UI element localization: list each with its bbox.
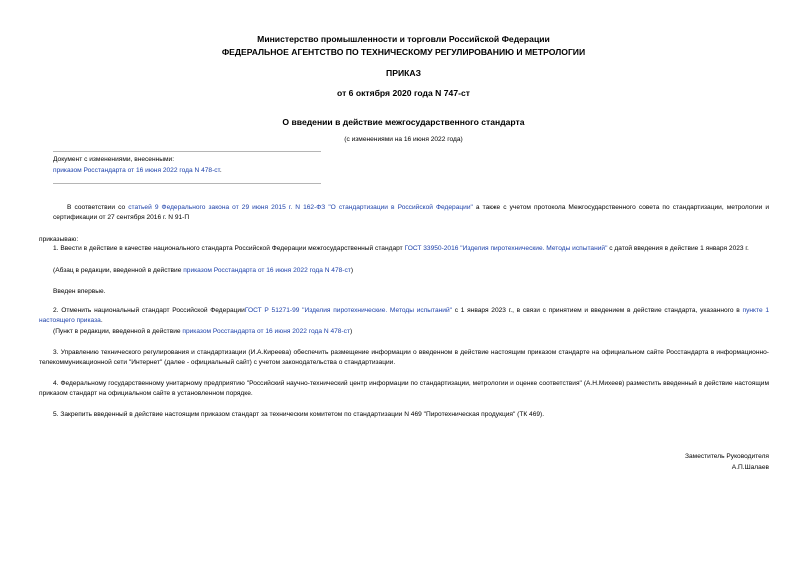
- doc-type-heading: ПРИКАЗ: [386, 68, 421, 78]
- item-2-text-2: с 1 января 2023 г., в связи с принятием и введением в действие стандарта, указанного в: [451, 307, 743, 314]
- date-number-heading: от 6 октября 2020 года N 747-ст: [337, 88, 470, 98]
- changes-box-intro: Документ с изменениями, внесенными:: [53, 156, 175, 163]
- changes-box-end: .: [219, 167, 222, 174]
- preamble-paragraph: [53, 203, 769, 223]
- item-2-note-post: ): [349, 328, 353, 335]
- item-1-text-2: с датой введения в действие 1 января 2023 г.: [607, 245, 749, 252]
- changes-box-bottom-rule: [53, 183, 321, 184]
- order-word: приказываю:: [39, 236, 79, 243]
- document-title: О введении в действие межгосударственного стандарта: [282, 117, 525, 127]
- preamble-text-2: а также с учетом протокола Межгосударственного совета по стандартизации, метрологии и сертификации от 27 сентября 2016 г. N 91-П: [53, 204, 770, 221]
- item-1-text-1: 1. Ввести в действие в качестве национального стандарта Российской Федерации межгосударственный стандарт: [53, 245, 405, 252]
- preamble-text-1: В соответствии со: [67, 204, 129, 211]
- item-1-note: [53, 266, 353, 276]
- amendment-note: (с изменениями на 16 июня 2022 года): [344, 136, 463, 143]
- item-5-paragraph: 5. Закрепить введенный в действие настоящим приказом стандарт за техническим комитетом по стандартизации N 469 "Пиротехническая продукция" (ТК 469).: [53, 411, 545, 418]
- item-4-paragraph: 4. Федеральному государственному унитарному предприятию "Российский научно-технический центр информации по стандартизации, метрологии и оценке соответствия" (А.Н.Михеев) разместить введенный в действие настоящим приказом стандарт на официальном сайте в установленном порядке.: [39, 380, 769, 397]
- signature-position: Заместитель Руководителя: [685, 453, 769, 460]
- item-2-note: [53, 327, 352, 337]
- item-1-paragraph: [39, 244, 769, 254]
- item-1-note-link[interactable]: приказом Росстандарта от 16 июня 2022 года N 478-ст: [183, 267, 351, 274]
- item-1-note-post: ): [350, 267, 354, 274]
- item-2-text-3: .: [100, 317, 103, 324]
- item-2-paragraph: [39, 306, 769, 326]
- item-3-paragraph: 3. Управлению технического регулирования и стандартизации (И.А.Киреева) обеспечить размещение информации о введенном в действие настоящим приказом стандарте на официальном сайте Росстандарта в информационно-телекоммуникационной сети "Интернет" (далее - официальный сайт) с учетом законодательства о стандартизации.: [39, 349, 769, 366]
- point-1-link[interactable]: пункте 1 настоящего приказа: [39, 307, 770, 324]
- item-1-note-pre: (Абзац в редакции, введенной в действие: [53, 267, 184, 274]
- item-2-text-1: 2. Отменить национальный стандарт Российской Федерации: [53, 307, 245, 314]
- changes-box-line: [53, 166, 321, 176]
- item-2-note-link[interactable]: приказом Росстандарта от 16 июня 2022 года N 478-ст: [182, 328, 350, 335]
- gost-r-51271-link[interactable]: ГОСТ Р 51271-99 "Изделия пиротехнические. Методы испытаний": [244, 307, 452, 314]
- agency-heading: ФЕДЕРАЛЬНОЕ АГЕНТСТВО ПО ТЕХНИЧЕСКОМУ РЕГУЛИРОВАНИЮ И МЕТРОЛОГИИ: [221, 47, 586, 57]
- federal-law-link[interactable]: статьей 9 Федерального закона от 29 июня 2015 г. N 162-ФЗ "О стандартизации в Российской Федерации": [128, 204, 473, 211]
- introduced-first: Введен впервые.: [53, 288, 106, 295]
- ministry-heading: Министерство промышленности и торговли Российской Федерации: [257, 34, 550, 44]
- item-2-note-pre: (Пункт в редакции, введенной в действие: [53, 328, 183, 335]
- gost-33950-link[interactable]: ГОСТ 33950-2016 "Изделия пиротехнические. Методы испытаний": [404, 245, 608, 252]
- changes-box-top-rule: [53, 151, 321, 152]
- changes-link[interactable]: приказом Росстандарта от 16 июня 2022 года N 478-ст: [53, 167, 220, 174]
- signature-name: А.П.Шалаев: [731, 464, 769, 471]
